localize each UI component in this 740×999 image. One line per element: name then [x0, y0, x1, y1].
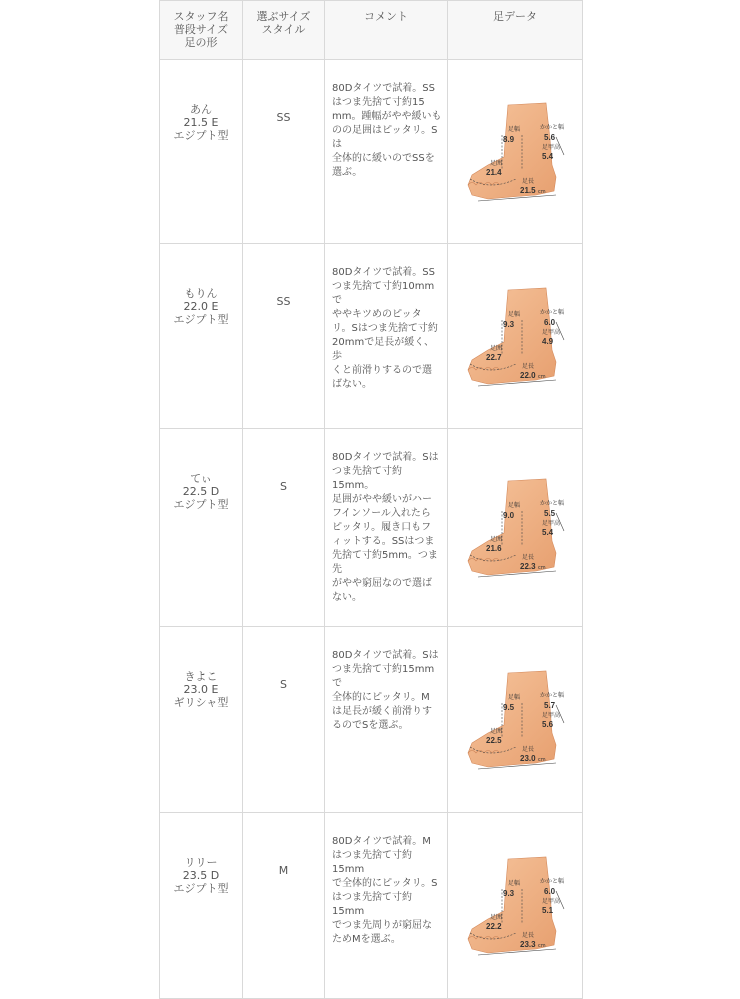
comment-text: 80Dタイツで試着。SS はつま先捨て寸約15 mm。踵幅がやや緩いも のの足囲はピッタリ。Sは 全体的に緩いのでSSを 選ぶ。 — [332, 83, 442, 178]
girth-value: 21.6 — [486, 544, 502, 553]
width-label: 足幅 — [508, 880, 521, 887]
length-unit: cm — [538, 373, 546, 380]
comment-text: 80Dタイツで試着。SS つま先捨て寸約10mmで ややキツめのピッタ リ。Sはつま先捨て寸約 20mmで足長が緩く、歩 くと前滑りするので選 ばない。 — [332, 267, 438, 390]
foot-illustration — [468, 479, 556, 575]
length-unit: cm — [538, 757, 546, 763]
girth-label: 足囲 — [490, 728, 503, 735]
heel-value: 5.5 — [544, 509, 556, 518]
foot-diagram — [460, 475, 570, 580]
chosen-size: M — [243, 813, 325, 999]
comment-cell — [325, 813, 448, 999]
staff-name: きよこ — [184, 670, 218, 683]
length-value: 23.0 — [520, 754, 536, 763]
usual-size: 22.0 E — [183, 300, 219, 313]
heel-value: 5.7 — [544, 701, 556, 710]
instep-label: 足甲高 — [542, 520, 561, 527]
foot-shape: エジプト型 — [173, 129, 229, 142]
length-unit: cm — [538, 189, 546, 195]
length-label: 足長 — [522, 554, 535, 561]
heel-value: 5.6 — [544, 133, 556, 142]
heel-label: かかと幅 — [540, 692, 565, 699]
usual-size: 22.5 D — [182, 485, 220, 498]
table-row — [160, 244, 583, 429]
length-value: 23.3 — [520, 940, 536, 949]
width-label: 足幅 — [508, 126, 521, 133]
comment-cell — [325, 429, 448, 627]
instep-label: 足甲高 — [542, 328, 561, 336]
staff-name: あん — [190, 103, 212, 116]
table-row — [160, 813, 583, 999]
length-value: 22.0 — [520, 370, 536, 380]
length-label: 足長 — [522, 178, 535, 185]
instep-label: 足甲高 — [542, 712, 561, 719]
width-value: 8.9 — [503, 135, 515, 144]
heel-value: 6.0 — [544, 887, 556, 896]
width-value: 9.3 — [503, 319, 515, 329]
comment-cell — [325, 627, 448, 813]
length-label: 足長 — [522, 746, 535, 753]
table-row — [160, 627, 583, 813]
length-unit: cm — [538, 565, 546, 571]
girth-label: 足囲 — [490, 160, 503, 167]
foot-shape: ギリシャ型 — [173, 696, 229, 709]
table-row — [160, 60, 583, 244]
heel-label: かかと幅 — [540, 878, 565, 885]
staff-cell — [160, 60, 243, 244]
header-foot: 足データ — [448, 1, 583, 60]
foot-data-cell — [448, 244, 583, 429]
staff-name: もりん — [184, 287, 218, 300]
foot-shape: エジプト型 — [173, 882, 229, 895]
width-value: 9.3 — [503, 889, 515, 898]
header-comment: コメント — [325, 1, 448, 60]
table-row — [160, 429, 583, 627]
girth-label: 足囲 — [490, 536, 503, 543]
length-value: 22.3 — [520, 562, 536, 571]
chosen-size: S — [243, 627, 325, 813]
staff-name: リリー — [184, 856, 218, 869]
width-label: 足幅 — [508, 694, 521, 701]
foot-diagram — [460, 99, 570, 204]
foot-illustration — [468, 857, 556, 953]
chosen-size: SS — [243, 244, 325, 429]
width-value: 9.5 — [503, 703, 515, 712]
instep-value: 5.1 — [542, 906, 554, 915]
header-staff: スタッフ名 普段サイズ 足の形 — [160, 1, 243, 60]
length-label: 足長 — [522, 362, 535, 370]
comment-cell — [325, 244, 448, 429]
heel-label: かかと幅 — [540, 124, 565, 131]
staff-cell — [160, 244, 243, 429]
girth-label: 足囲 — [490, 914, 503, 921]
length-label: 足長 — [522, 932, 535, 939]
foot-illustration — [468, 103, 556, 199]
girth-value: 22.2 — [486, 922, 502, 931]
foot-illustration — [468, 671, 556, 767]
foot-data-cell — [448, 60, 583, 244]
foot-diagram — [460, 853, 570, 958]
width-label: 足幅 — [508, 502, 521, 509]
foot-shape: エジプト型 — [173, 313, 229, 326]
instep-label: 足甲高 — [542, 898, 561, 905]
comment-cell — [325, 60, 448, 244]
staff-name: てぃ — [190, 472, 212, 485]
chosen-size: SS — [243, 60, 325, 244]
usual-size: 21.5 E — [183, 116, 219, 129]
size-comparison-table — [159, 0, 583, 999]
foot-diagram — [460, 667, 570, 772]
foot-data-cell — [448, 627, 583, 813]
instep-value: 5.6 — [542, 720, 554, 729]
comment-text: 80Dタイツで試着。Sは つま先捨て寸約15mm。 足囲がやや緩いがハー フインソール入れたら ピッタリ。履き口もフ ィットする。SSはつま 先捨て寸約5mm。つま先 がやや窮屈なので選ば ない。 — [332, 452, 439, 603]
instep-value: 5.4 — [542, 152, 554, 161]
foot-data-cell — [448, 813, 583, 999]
usual-size: 23.0 E — [183, 683, 219, 696]
foot-illustration — [468, 288, 556, 384]
length-unit: cm — [538, 943, 546, 949]
foot-data-cell — [448, 429, 583, 627]
header-size: 選ぶサイズ スタイル — [243, 1, 325, 60]
heel-value: 6.0 — [544, 317, 556, 327]
girth-value: 21.4 — [486, 168, 502, 177]
staff-cell — [160, 813, 243, 999]
heel-label: かかと幅 — [540, 308, 565, 316]
width-label: 足幅 — [508, 310, 521, 318]
staff-cell — [160, 627, 243, 813]
chosen-size: S — [243, 429, 325, 627]
girth-value: 22.7 — [486, 352, 502, 362]
foot-shape: エジプト型 — [173, 498, 229, 511]
instep-label: 足甲高 — [542, 144, 561, 151]
width-value: 9.0 — [503, 511, 515, 520]
staff-cell — [160, 429, 243, 627]
comment-text: 80Dタイツで試着。M はつま先捨て寸約15mm で全体的にピッタリ。S はつま先捨て寸約15mm でつま先周りが窮屈な ためMを選ぶ。 — [332, 836, 438, 945]
header-row — [160, 1, 583, 60]
instep-value: 5.4 — [542, 528, 554, 537]
instep-value: 4.9 — [542, 336, 554, 346]
girth-label: 足囲 — [490, 344, 503, 352]
length-value: 21.5 — [520, 186, 536, 195]
comment-text: 80Dタイツで試着。Sは つま先捨て寸約15mmで 全体的にピッタリ。M は足長が緩く前滑りす るのでSを選ぶ。 — [332, 650, 439, 731]
girth-value: 22.5 — [486, 736, 502, 745]
heel-label: かかと幅 — [540, 500, 565, 507]
foot-diagram — [460, 284, 570, 389]
usual-size: 23.5 D — [182, 869, 220, 882]
